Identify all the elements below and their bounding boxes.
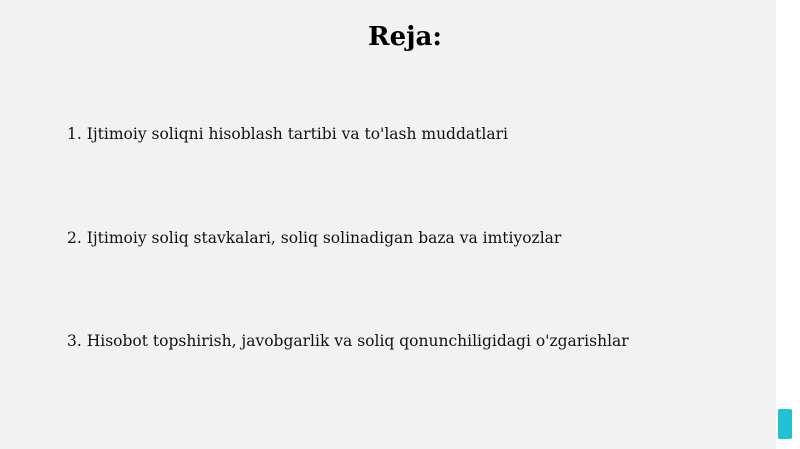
plan-item-1: 1. Ijtimoiy soliqni hisoblash tartibi va to'lash muddatlari [67,125,508,143]
scrollbar-track[interactable] [776,0,800,449]
plan-item-2: 2. Ijtimoiy soliq stavkalari, soliq solinadigan baza va imtiyozlar [67,229,562,247]
plan-item-3: 3. Hisobot topshirish, javobgarlik va soliq qonunchiligidagi o'zgarishlar [67,332,629,350]
scrollbar-thumb[interactable] [778,409,792,439]
slide-title: Reja: [367,22,442,52]
